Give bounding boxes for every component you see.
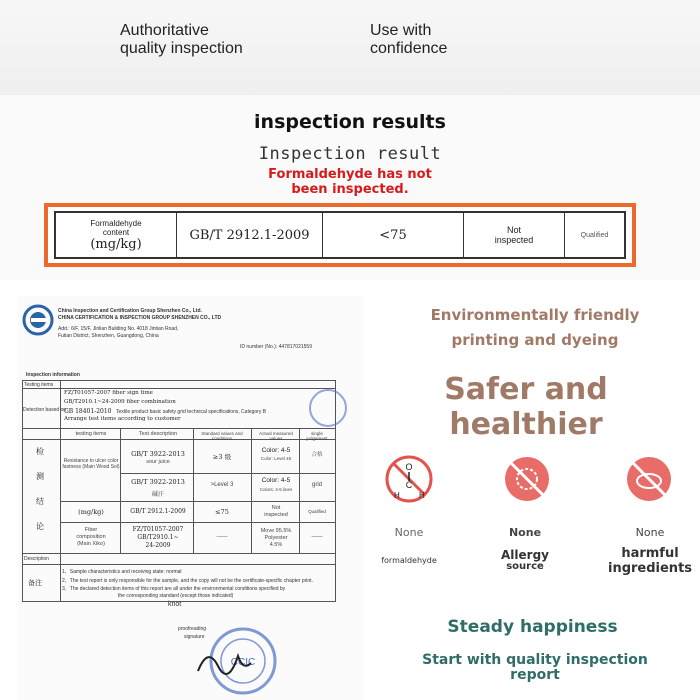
cert-row4-item2: composition [76,534,106,540]
subslogan-line2: report [510,667,560,683]
cert-id-number: ID number (No.): 447817021559 [240,344,312,350]
cert-info-label: Inspection information [26,372,80,378]
svg-text:C: C [405,480,413,490]
subslogan-line1: Start with quality inspection [422,652,648,668]
svg-text:H: H [419,491,425,500]
cert-row1-cond: ≥3 级 [212,453,232,461]
status-line1: Not [506,225,521,235]
cert-proofreading: proofreading [178,626,207,632]
slogan: Steady happiness [447,617,618,637]
banner-left-line2: quality inspection [120,40,243,57]
headline: Safer and healthier [444,372,608,442]
harmful-cloud-icon [624,454,674,504]
cert-row4-std3: 24-2009 [145,542,171,549]
result-value-cell: <75 [323,213,464,257]
top-banner [0,0,700,95]
harmful-label-line2: ingredients [607,561,693,576]
cert-row4-item3: (Main Xiko) [77,541,105,547]
cert-col-items: testing items [75,431,107,437]
highlighted-result-table [44,203,636,267]
cert-row4-cond: —— [216,534,228,540]
result-item-name: Formaldehyde [90,218,142,228]
cert-row1-std-sub: sour juice [146,459,170,465]
cert-row4-value2: Polyester [264,535,288,541]
svg-text:H: H [394,491,400,500]
cert-note2: 2、The test report is only responsible for the sample, and the copy will not be the certificate-specific chapter print. [62,578,313,584]
cert-std-line1: FZ/T01057-2007 fiber sign time [64,390,153,396]
cert-col-standard: Standard values and conditions [201,431,243,441]
cert-row1-value: Color: 4-5 [261,447,291,454]
cert-side-char2: 测 [36,472,44,481]
cert-std-line3: GB 18401-2010 [64,408,112,415]
result-standard-cell: GB/T 2912.1-2009 [177,213,323,257]
cert-testing-items-label: Testing items [24,382,54,388]
cert-org-caps: CHINA CERTIFICATION & INSPECTION GROUP SHENZHEN CO., LTD [58,315,222,321]
results-subtitle: Inspection result [258,144,442,164]
cert-std-line4: Arrange test items according to customer [64,416,181,422]
cert-row2-std-sub: 碱汗 [151,492,164,498]
cert-col-result: single judgement [306,431,328,441]
cert-row3-result: Qualified [308,509,326,514]
cert-row4-item1: Fiber [84,527,98,533]
cert-side-char4: 论 [36,522,44,531]
cert-row2-value: Color: 4-5 [261,477,291,484]
cert-side-char1: 检 [36,447,44,456]
cert-note3b: the corresponding standard (except those indicated) [118,593,234,599]
cert-row2-result: grid [311,482,322,488]
seal-text: CCIC [230,657,256,668]
eco-line2: printing and dyeing [451,331,619,349]
cert-row3-value2: inspected [264,512,288,518]
handwritten-signature [193,641,256,681]
result-row [54,211,626,259]
result-item-name2: content [102,227,130,237]
cert-row1-std: GB/T 3922-2013 [131,450,185,458]
result-item-unit: (mg/kg) [90,236,142,252]
eco-line1: Environmentally friendly [430,306,640,324]
formaldehyde-label: formaldehyde [381,556,437,565]
formaldehyde-notice [250,167,450,197]
cert-std-line3b: Textile product basic safety grid technical specifications, Category B [116,409,267,415]
result-status-cell [464,213,565,257]
none-label-2: None [508,526,542,539]
cert-basis-label: Detection based on [23,407,67,413]
status-line2: inspected [494,235,534,245]
banner-right-line1: Use with [370,22,432,39]
notice-line1: Formaldehyde has not [268,167,432,182]
cert-col-actual: Actual measured values [259,431,293,441]
cert-row4-std2: GB/T2910.1~ [137,534,179,541]
cert-org-name: China Inspection and Certification Group Shenzhen Co., Ltd. [58,308,202,314]
cert-description-label: Description [24,556,50,562]
official-stamp-icon [308,388,348,428]
cert-row1-item: Resistance to ulcer color fastness (Main Wood Sol) [62,458,120,470]
cert-note-label: 备注 [28,579,42,587]
cert-row1-result: 合格 [311,452,323,458]
inspection-certificate [18,296,364,700]
allergy-label-line2: source [506,561,544,572]
cert-signature-label: signature [184,634,205,640]
cert-note3: 3、The declared detection items of this report are all under the environmental conditions specified by [62,586,286,592]
cert-row1-value-sub: Color: Level 45 [260,456,292,461]
none-label-3: None [635,526,665,539]
cert-knot-label: knot [168,601,182,608]
cert-row2-std: GB/T 3922-2013 [131,478,185,486]
ccic-logo-icon [22,304,54,336]
result-verdict-cell: Qualified [580,231,609,239]
cert-row3-cond: ≤75 [215,508,229,516]
cert-row4-std1: FZ/T01057-2007 [132,526,184,533]
svg-text:O: O [405,462,413,472]
cert-row2-cond: >Level 3 [210,482,234,488]
cert-row3-item: (mg/kg) [78,508,104,516]
cert-row2-value-sub: Colors: 4-5 lines [259,487,293,492]
cert-address2: Futian District, Shenzhen, Guangdong, China [58,333,159,339]
cert-note1: 1、Sample characteristics and receiving state: normal [62,569,182,575]
cert-side-char3: 结 [36,497,44,506]
banner-right-line2: confidence [370,40,448,57]
notice-line2: been inspected. [291,182,409,197]
allergen-virus-icon [502,454,552,504]
banner-left-heading [120,22,340,58]
cert-std-line2: GB/T2910.1~24-2009 fiber combination [64,399,176,405]
formaldehyde-molecule-icon [384,454,434,504]
harmful-label-line1: harmful [621,546,679,561]
allergy-label-line1: Allergy [501,548,549,562]
cert-col-description: Test description [138,431,178,437]
cert-row4-result: —— [311,534,323,540]
banner-left-line1: Authoritative [120,22,209,39]
cert-address1: Add.: 6/F, 15/F, Jinlian Building No. 4018 Jintian Road, [58,326,179,332]
cert-row4-value3: 4.5% [269,542,283,548]
none-label-1: None [394,526,424,539]
banner-right-heading [370,22,540,58]
cert-row3-std: GB/T 2912.1-2009 [130,508,186,515]
result-item-cell [56,213,177,257]
cert-row3-value1: Not [271,505,281,511]
cert-row4-value1: Move 95.5% [260,528,292,534]
results-title: inspection results [254,111,446,133]
